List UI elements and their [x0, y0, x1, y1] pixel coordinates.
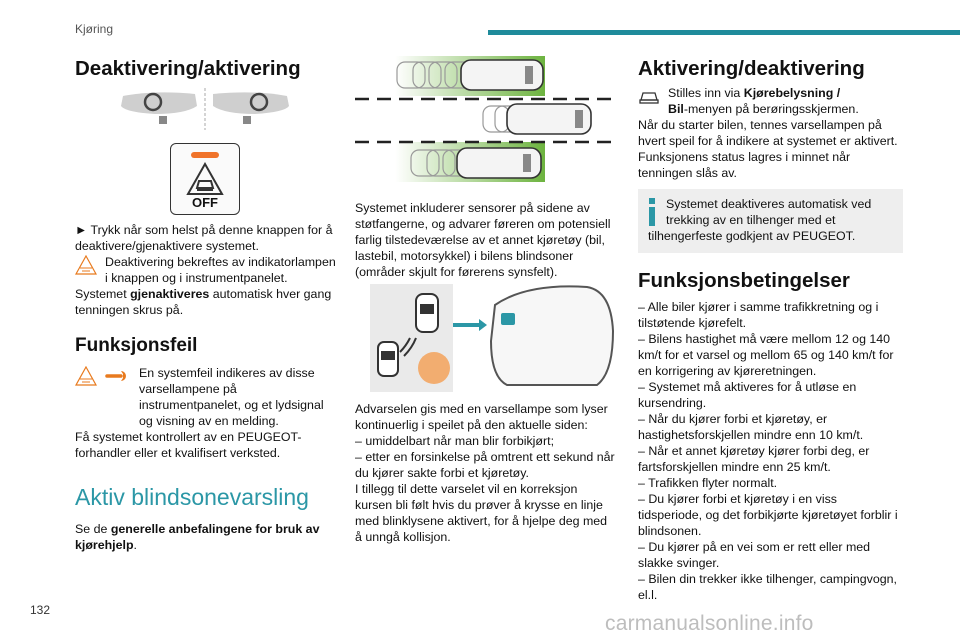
warning-note-deactivation — [75, 254, 340, 286]
status-text: Funksjonens status lagres i minnet når tenningen slås av. — [638, 150, 851, 180]
condition-item: – Du kjører på en vei som er rett eller med slakke svinger. — [638, 540, 871, 570]
see-recommendations-text — [75, 521, 340, 553]
settings-text — [668, 85, 859, 117]
settings-bold-1: Kjørebelysning / — [743, 86, 841, 100]
condition-item: – Alle biler kjører i samme trafikkretning og i tilstøtende kjørefelt. — [638, 300, 879, 330]
course-correction-text: I tillegg til dette varselet vil en korreksjon kursen bli følt hvis du prøver å krysse en linje med blinklysene aktivert, for å hjelpe deg med å unngå kollisjon. — [355, 482, 608, 544]
blind-spot-off-button[interactable] — [170, 143, 240, 215]
see-bold: generelle anbefalingene for bruk av kjørehjelp — [75, 522, 320, 552]
button-off-label: OFF — [192, 195, 218, 210]
column-3 — [638, 57, 903, 603]
column-1-body — [75, 222, 340, 553]
button-indicator-lamp — [191, 152, 219, 158]
header-accent-bar — [488, 30, 960, 35]
approaching-cars-panel — [370, 284, 453, 392]
warning-intro-text: Advarselen gis med en varsellampe som lyser kontinuerlig i speilet på den aktuelle siden: — [355, 402, 608, 432]
settings-pre: Stilles inn via — [668, 86, 744, 100]
condition-item: – Bilen din trekker ikke tilhenger, campingvogn, el.l. — [638, 572, 897, 602]
car-settings-icon — [638, 86, 660, 106]
see-pre: Se de — [75, 522, 111, 536]
blind-spot-car-icon — [186, 162, 224, 196]
warning-triangle-icon — [75, 255, 97, 275]
info-text: Systemet deaktiveres automatisk ved trekking av en tilhenger med et tilhengerfeste godkjent av PEUGEOT. — [648, 197, 872, 243]
settings-post: -menyen på berøringsskjermen. — [683, 102, 859, 116]
chapter-title-blind-spot: Aktiv blindsonevarsling — [75, 484, 309, 510]
mirrors-illustration — [115, 86, 295, 132]
press-instruction: ► Trykk når som helst på denne knappen for å deaktivere/gjenaktivere systemet. — [75, 223, 333, 253]
column-2-body — [355, 200, 615, 280]
condition-item: – Når et annet kjøretøy kjører forbi deg, er fartsforskjellen mindre enn 25 km/t. — [638, 444, 870, 474]
reactivation-text — [75, 286, 340, 318]
settings-row — [638, 85, 903, 117]
info-box-trailer — [638, 189, 903, 253]
condition-item: – Systemet må aktiveres for å utløse en kursendring. — [638, 380, 857, 410]
wrench-icon — [105, 369, 131, 383]
reactivation-post: automatisk hver gang tenningen skrus på. — [75, 287, 332, 317]
mirror-warning-illustration — [355, 281, 617, 393]
section-title-deactivation: Deaktivering/aktivering — [75, 57, 301, 80]
header-section: Kjøring — [75, 22, 114, 36]
section-title-conditions: Funksjonsbetingelser — [638, 269, 850, 292]
settings-bold-2: Bil — [668, 102, 684, 116]
fault-warning-text: En systemfeil indikeres av disse varsellampene på instrumentpanelet, og et lydsignal og visning av en melding. — [139, 366, 324, 428]
column-2-warning — [355, 401, 615, 545]
section-title-activation: Aktivering/deaktivering — [638, 57, 865, 80]
side-mirror-icon — [487, 281, 617, 393]
fault-service-text: Få systemet kontrollert av en PEUGEOT-forhandler eller et kvalifisert verksted. — [75, 430, 302, 460]
pointer-arrow-icon — [453, 319, 487, 331]
fault-warning-row — [75, 365, 340, 429]
page-number: 132 — [30, 603, 51, 617]
approaching-vehicles-icon — [370, 284, 453, 392]
section-title-fault: Funksjonsfeil — [75, 335, 198, 356]
reactivation-bold: gjenaktiveres — [130, 287, 210, 301]
condition-item: – Du kjører forbi et kjøretøy i en viss tidsperiode, og det forbikjørte kjøretøyet forblir i blindsonen. — [638, 492, 898, 538]
watermark: carmanualsonline.info — [605, 612, 814, 635]
see-post: . — [133, 538, 137, 552]
blind-spot-lanes-illustration — [355, 56, 617, 188]
start-text: Når du starter bilen, tennes varsellampen på hvert speil for å indikere at systemet er aktivert. — [638, 118, 898, 148]
condition-item: – Bilens hastighet må være mellom 12 og 140 km/t for et varsel og mellom 65 og 140 km/t for en korrigering av kjøreretningen. — [638, 332, 894, 378]
warning-item-1: – umiddelbart når man blir forbikjørt; — [355, 434, 555, 448]
warning-item-2: – etter en forsinkelse på omtrent ett sekund når du kjører sakte forbi et kjøretøy. — [355, 450, 615, 480]
condition-item: – Trafikken flyter normalt. — [638, 476, 778, 490]
column-1 — [75, 57, 340, 81]
deactivation-confirm-text: Deaktivering bekreftes av indikatorlampen i knappen og i instrumentpanelet. — [105, 255, 336, 285]
sensors-text: Systemet inkluderer sensorer på sidene av støtfangerne, og advarer føreren om potensiell farlig tilstedeværelse av et annet kjøretøy (bil, lastebil, motorsykkel) i bilens blindsoner (områder skjult for førerens synsfelt). — [355, 201, 611, 279]
reactivation-pre: Systemet — [75, 287, 131, 301]
info-icon — [648, 198, 656, 226]
condition-item: – Når du kjører forbi et kjøretøy, er hastighetsforskjellen mindre enn 10 km/t. — [638, 412, 864, 442]
warning-triangle-icon — [75, 366, 97, 386]
